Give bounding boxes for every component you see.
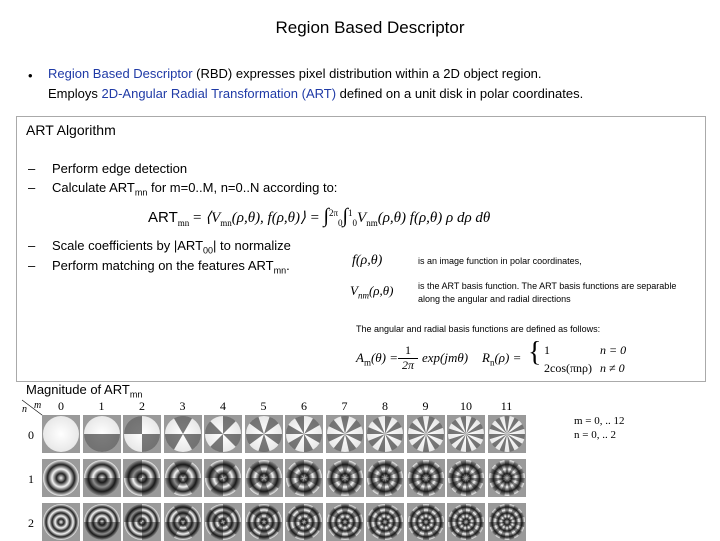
formula-lhs: ART: [148, 209, 178, 226]
am-lhs: A: [356, 350, 364, 365]
step-scale: [52, 238, 291, 256]
intro-line-1: [48, 66, 542, 81]
grid-title-sub: mn: [129, 389, 143, 400]
am-denominator: 2π: [401, 358, 414, 372]
row-label: 1: [28, 472, 34, 486]
basis-tile: [447, 415, 485, 453]
grid-title: [26, 382, 142, 400]
basis-tile: [123, 503, 161, 541]
step-matching: [52, 258, 290, 276]
basis-intro: The angular and radial basis functions are defined as follows:: [356, 324, 601, 334]
step-scale-sub: 00: [203, 245, 214, 256]
rn-case-1: 1: [544, 343, 550, 357]
intro-text-2b: defined on a unit disk in polar coordinates.: [336, 86, 584, 101]
range-note: [574, 414, 625, 442]
basis-tile: [326, 503, 364, 541]
basis-tile: [245, 503, 283, 541]
column-label: 9: [422, 399, 429, 413]
rn-lhs: R: [482, 350, 490, 365]
bullet-marker: •: [28, 68, 33, 83]
formula-int2-upper: 1: [348, 208, 353, 218]
rn-args: (ρ) =: [494, 350, 522, 365]
basis-tile: [285, 459, 323, 497]
basis-tile: [326, 459, 364, 497]
basis-tile: [326, 415, 364, 453]
basis-tile: [83, 459, 121, 497]
rn-condition-2: n ≠ 0: [600, 361, 625, 375]
basis-tile: [164, 459, 202, 497]
column-label: 5: [260, 399, 267, 413]
basis-tile: [407, 459, 445, 497]
basis-tile: [123, 415, 161, 453]
axis-n-label: n: [22, 404, 27, 415]
step-matching-prefix: Perform matching on the features ART: [52, 258, 274, 273]
row-label: 2: [28, 516, 34, 530]
step-dash: –: [28, 238, 36, 253]
basis-tile: [488, 503, 526, 541]
basis-tile: [407, 503, 445, 541]
step-dash: –: [28, 180, 36, 195]
formula-eq: =: [189, 210, 206, 226]
v-symbol-sub: nm: [357, 290, 369, 301]
am-formula: [356, 350, 398, 368]
v-description-2: along the angular and radial directions: [418, 294, 571, 304]
term-rbd: Region Based Descriptor: [48, 66, 193, 81]
formula-integrand-rest: (ρ,θ) f(ρ,θ) ρ dρ dθ: [377, 210, 491, 226]
column-label: 2: [139, 399, 145, 413]
intro-line-2: [48, 86, 583, 101]
f-symbol: f(ρ,θ): [352, 253, 383, 268]
basis-tile: [204, 459, 242, 497]
step-edge-detection: Perform edge detection: [52, 161, 188, 176]
formula-integral-1: ∫: [323, 205, 329, 227]
formula-lhs-sub: mn: [177, 218, 190, 228]
formula-args: (ρ,θ), f(ρ,θ)⟩ =: [231, 210, 324, 226]
rn-condition-1: n = 0: [600, 343, 627, 357]
column-label: 11: [500, 399, 513, 413]
column-label: 3: [179, 399, 186, 413]
basis-tile: [366, 415, 404, 453]
formula-int2-lower: 0: [352, 218, 358, 228]
step-calculate-prefix: Calculate ART: [52, 180, 135, 195]
step-scale-suffix: | to normalize: [213, 238, 291, 253]
basis-tile: [447, 459, 485, 497]
page-title: Region Based Descriptor: [275, 18, 465, 37]
column-label: 7: [341, 399, 348, 413]
am-rhs: exp(jmθ): [422, 350, 469, 365]
basis-tile: [366, 459, 404, 497]
v-symbol-args: (ρ,θ): [368, 283, 394, 298]
formula-int1-lower: 0: [338, 218, 343, 228]
column-label: 4: [220, 399, 226, 413]
basis-tile: [488, 415, 526, 453]
formula-integral-2: ∫: [342, 205, 349, 227]
step-calculate: [52, 180, 337, 198]
basis-tile: [488, 459, 526, 497]
step-matching-suffix: .: [286, 258, 290, 273]
step-scale-prefix: Scale coefficients by |ART: [52, 238, 204, 253]
basis-tile: [164, 415, 202, 453]
axis-m-label: m: [34, 400, 42, 411]
f-description: is an image function in polar coordinates,: [418, 256, 582, 266]
algorithm-title: ART Algorithm: [26, 122, 116, 138]
basis-tile: [366, 503, 404, 541]
basis-tile: [83, 503, 121, 541]
am-sub: m: [363, 357, 371, 368]
step-dash: –: [28, 258, 36, 273]
column-label: 6: [301, 399, 307, 413]
rn-formula: [482, 350, 521, 368]
formula-integrand-sub: nm: [366, 218, 378, 228]
basis-tile: [123, 459, 161, 497]
intro-text-1: (RBD) expresses pixel distribution within a 2D object region.: [192, 66, 542, 81]
range-note-m: m = 0, .. 12: [574, 415, 625, 427]
basis-tile: [447, 503, 485, 541]
term-art: 2D-Angular Radial Transformation (ART): [101, 86, 337, 101]
rn-sub: n: [489, 357, 495, 368]
rn-brace: {: [528, 337, 542, 368]
basis-tile: [245, 459, 283, 497]
step-matching-sub: mn: [273, 265, 287, 276]
basis-tile: [42, 459, 80, 497]
am-numerator: 1: [398, 343, 418, 359]
rn-case-2: 2cos(πnρ): [544, 361, 593, 375]
basis-tile: [285, 415, 323, 453]
grid-title-text: Magnitude of ART: [26, 382, 130, 397]
basis-tile: [285, 503, 323, 541]
formula-int1-upper: 2π: [329, 208, 339, 218]
intro-text-2a: Employs: [48, 86, 102, 101]
v-symbol: [350, 283, 394, 301]
column-label: 8: [382, 399, 388, 413]
step-calculate-suffix: for m=0..M, n=0..N according to:: [147, 180, 338, 195]
basis-tile: [245, 415, 283, 453]
basis-tile: [204, 503, 242, 541]
formula-integrand: V: [357, 210, 367, 226]
column-label: 10: [460, 399, 472, 413]
column-label: 0: [58, 399, 64, 413]
basis-tile: [407, 415, 445, 453]
formula-bracket-sub: mn: [220, 218, 232, 228]
row-label: 0: [28, 428, 34, 442]
basis-tile: [204, 415, 242, 453]
range-note-n: n = 0, .. 2: [574, 429, 616, 441]
basis-tile: [164, 503, 202, 541]
basis-tile: [83, 415, 121, 453]
am-args: (θ) =: [370, 350, 399, 365]
step-calculate-sub: mn: [134, 187, 148, 198]
formula-bracket: ⟨V: [205, 210, 221, 226]
v-symbol-letter: V: [350, 283, 358, 298]
basis-tile: [42, 415, 80, 453]
column-label: 1: [98, 399, 105, 413]
step-dash: –: [28, 161, 36, 176]
basis-tile: [42, 503, 80, 541]
v-description-1: is the ART basis function. The ART basis functions are separable: [418, 281, 677, 291]
art-formula: [148, 205, 490, 228]
